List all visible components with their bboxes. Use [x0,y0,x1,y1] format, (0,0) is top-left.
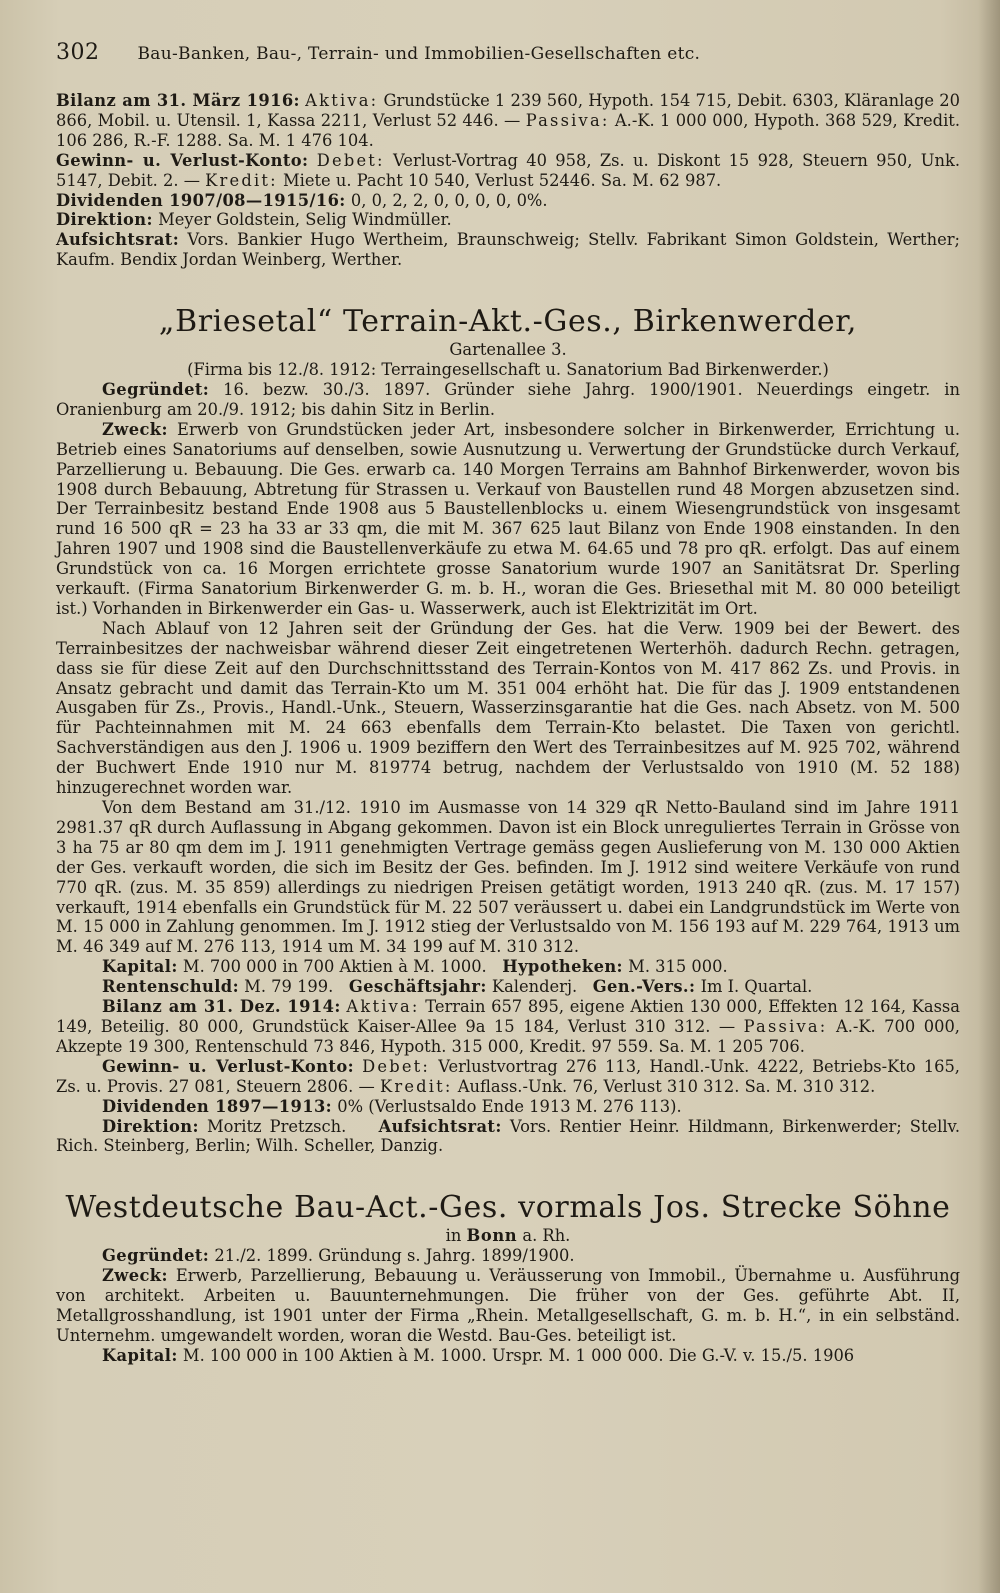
westdeutsche-kapital-label: Kapital: [102,1345,178,1365]
briesetal-zweck-text: Erwerb von Grundstücken jeder Art, insbesondere solcher in Birkenwerder, Errichtung u. Betrieb eines Sanatoriums auf denselben, sowie Ausnutzung u. Verwertung der Grundstücke durch Verkauf, Parzellierung u. Bebauung. Die Ges. erwarb ca. 140 Morgen Terrains am Bahnhof Birkenwerder, wovon bis 1908 durch Bebauung, Abtretung für Strassen u. Verkauf von Baustellen rund 48 Morgen abzusetzen sind. Der Terrainbesitz bestand Ende 1908 aus 5 Baustellenblocks u. einem Wiesengrundstück von insgesamt rund 16 500 qR = 23 ha 33 ar 33 qm, die mit M. 367 625 laut Bilanz von Ende 1908 einstanden. In den Jahren 1907 und 1908 sind die Baustellenverkäufe zu etwa M. 64.65 und 78 pro qR. erfolgt. Das auf einem Grundstück von ca. 16 Morgen errichtete grosse Sanatorium wurde 1907 an Sanitätsrat Dr. Sperling verkauft. (Firma Sanatorium Birkenwerder G. m. b. H., woran die Ges. Briesethal mit M. 80 000 beteiligt ist.) Vorhanden in Birkenwerder ein Gas- u. Wasserwerk, auch ist Elektrizität im Ort. [56,419,960,618]
westdeutsche-location [56,1226,960,1246]
prev-aufsichtsrat [56,230,960,270]
briesetal-direktion [56,1117,960,1157]
prev-div-label: Dividenden 1907/08—1915/16: [56,190,346,210]
westdeutsche-kapital [56,1346,960,1366]
company-title-westdeutsche: Westdeutsche Bau-Act.-Ges. vormals Jos. Strecke Söhne [65,1190,951,1226]
briesetal-guv [56,1057,960,1097]
briesetal-gegruendet [56,380,960,420]
briesetal-dividenden [56,1097,960,1117]
briesetal-kapital [56,957,960,977]
westdeutsche-zweck [56,1266,960,1346]
westdeutsche-location-post: a. Rh. [517,1226,571,1246]
page-number: 302 [56,40,100,65]
briesetal-address: Gartenallee 3. [449,340,567,360]
briesetal-dir-text: Moritz Pretzsch. [198,1116,347,1136]
prev-bilanz-label: Bilanz am 31. März 1916: [56,91,300,110]
briesetal-renten-label: Rentenschuld: [102,977,239,997]
prev-guv-text1: Verlust-Vortrag 40 958, Zs. u. Diskont 15 928, Steuern 950, Unk. 5147, Debit. 2. — [56,150,960,190]
briesetal-bilanz-text2: A.-K. 700 000, Akzepte 19 300, Rentenschuld 73 846, Hypoth. 315 000, Kredit. 97 559. Sa. M. 1 205 706. [56,1016,960,1056]
westdeutsche-zweck-label: Zweck: [102,1266,168,1286]
briesetal-aufsicht-label: Aufsichtsrat: [378,1116,502,1136]
briesetal-gj-text: Kalenderj. [486,977,578,997]
briesetal-bilanz [56,997,960,1057]
briesetal-aufsicht-text: Vors. Rentier Heinr. Hildmann, Birkenwerder; Stellv. Rich. Steinberg, Berlin; Wilh. Scheller, Danzig. [56,1116,960,1156]
briesetal-guv-kredit: Kredit: [379,1076,453,1096]
westdeutsche-kapital-text: M. 100 000 in 100 Aktien à M. 1000. Urspr. M. 1 000 000. Die G.-V. v. 15./5. 1906 [177,1345,855,1365]
prev-bilanz-aktiva: Aktiva: [305,91,379,110]
briesetal-bilanz-passiva: Passiva: [743,1016,828,1036]
westdeutsche-gegr-label: Gegründet: [102,1246,210,1266]
prev-bilanz-passiva: Passiva: [525,110,610,130]
prev-aufsicht-label: Aufsichtsrat: [56,230,180,250]
westdeutsche-zweck-text: Erwerb, Parzellierung, Bebauung u. Veräusserung von Immobil., Übernahme u. Ausführung von architekt. Arbeiten u. Bauunternehmungen. Die früher von der Ges. geführte Abt. II, Metallgrosshandlung, ist 1901 unter der Firma „Rhein. Metallgesellschaft, G. m. b. H.“, in ein selbständ. Unternehm. umgewandelt worden, woran die Westd. Bau-Ges. beteiligt ist. [56,1266,960,1345]
prev-dividenden [56,191,960,211]
briesetal-section [56,380,960,1156]
briesetal-rentenschuld [56,977,960,997]
briesetal-bilanz-text1: Terrain 657 895, eigene Aktien 130 000, Effekten 12 164, Kassa 149, Beteilig. 80 000, Grundstück Kaiser-Allee 9a 15 184, Verlust 310 312. — [56,997,960,1036]
westdeutsche-location-city: Bonn [466,1226,518,1246]
briesetal-para2: Von dem Bestand am 31./12. 1910 im Ausmasse von 14 329 qR Netto-Bauland sind im Jahre 1911 2981.37 qR durch Auflassung in Abgang gekommen. Davon ist ein Block unreguliertes Terrain in Grösse von 3 ha 75 ar 80 qm dem im J. 1911 genehmigten Vertrage gemäss gegen Auslieferung von M. 130 000 Aktien der Ges. verkauft worden, die sich im Besitz der Ges. befinden. Im J. 1912 sind weitere Verkäufe von rund 770 qR. (zus. M. 35 859) allerdings zu niedrigen Preisen getätigt worden, 1913 240 qR. (zus. M. 17 157) verkauft, 1914 ebenfalls ein Grundstück für M. 22 507 veräussert u. dabei ein Landgrundstück im Werte von M. 15 000 in Zahlung genommen. Im J. 1912 stieg der Verlustsaldo von M. 156 193 auf M. 229 764, 1913 um M. 46 349 auf M. 276 113, 1914 um M. 34 199 auf M. 310 312. [56,798,960,957]
briesetal-para1: Nach Ablauf von 12 Jahren seit der Gründung der Ges. hat die Verw. 1909 bei der Bewert. des Terrainbesitzes der nachweisbar während dieser Zeit eingetretenen Werterhöh. dadurch Rechn. getragen, dass sie für diese Zeit auf den Durchschnittsstand des Terrain-Kontos von M. 417 862 Zs. und Provis. in Ansatz gebracht und damit das Terrain-Kto um M. 351 004 erhöht hat. Die für das J. 1909 entstandenen Ausgaben für Zs., Provis., Handl.-Unk., Steuern, Wasserzinsgarantie hat die Ges. nach Absetz. von M. 500 für Pachteinnahmen mit M. 24 663 ebenfalls dem Terrain-Kto belastet. Die Taxen von gerichtl. Sachverständigen aus den J. 1906 u. 1909 beziffern den Wert des Terrainbesitzes auf M. 925 702, während der Buchwert Ende 1910 nur M. 819774 betrug, nachdem der Verlustsaldo von 1910 (M. 52 188) hinzugerechnet worden war. [56,618,960,798]
prev-direktion [56,210,960,230]
prev-div-text: 0, 0, 2, 2, 0, 0, 0, 0, 0%. [345,190,548,210]
prev-bilanz [56,91,960,151]
briesetal-guv-debet: Debet: [362,1056,431,1076]
prev-company-section [56,91,960,270]
briesetal-renten-text: M. 79 199. [238,977,334,997]
westdeutsche-gegr-text: 21./2. 1899. Gründung s. Jahrg. 1899/1900. [209,1246,575,1266]
prev-dir-label: Direktion: [56,210,153,230]
briesetal-gegr-label: Gegründet: [102,379,210,399]
prev-guv-debet: Debet: [316,150,385,170]
briesetal-gj-label: Geschäftsjahr: [348,977,487,997]
briesetal-gv-text: Im I. Quartal. [695,977,813,997]
briesetal-guv-text2: Auflass.-Unk. 76, Verlust 310 312. Sa. M. 310 312. [452,1076,876,1096]
briesetal-dir-label: Direktion: [102,1116,199,1136]
prev-aufsicht-text: Vors. Bankier Hugo Wertheim, Braunschweig; Stellv. Fabrikant Simon Goldstein, Werther; Kaufm. Bendix Jordan Weinberg, Werther. [56,230,960,270]
westdeutsche-location-pre: in [445,1226,467,1246]
prev-guv-kredit: Kredit: [205,170,278,190]
westdeutsche-section [56,1246,960,1365]
briesetal-zweck-label: Zweck: [102,419,168,439]
briesetal-kapital-text: M. 700 000 in 700 Aktien à M. 1000. [177,957,487,977]
briesetal-bilanz-label: Bilanz am 31. Dez. 1914: [102,997,341,1017]
briesetal-div-text: 0% (Verlustsaldo Ende 1913 M. 276 113). [332,1096,682,1116]
prev-guv-label: Gewinn- u. Verlust-Konto: [56,150,309,170]
prev-bilanz-text2: A.-K. 1 000 000, Hypoth. 368 529, Kredit. 106 286, R.-F. 1288. Sa. M. 1 476 104. [56,110,961,150]
briesetal-bilanz-aktiva: Aktiva: [346,997,420,1017]
briesetal-zweck [56,420,960,619]
prev-dir-text: Meyer Goldstein, Selig Windmüller. [152,210,452,230]
page-spine-shadow [978,0,1000,1593]
page-header [56,40,960,65]
briesetal-kapital-label: Kapital: [102,957,178,977]
briesetal-guv-label: Gewinn- u. Verlust-Konto: [102,1056,355,1076]
prev-guv-text2: Miete u. Pacht 10 540, Verlust 52446. Sa. M. 62 987. [277,170,722,190]
prev-bilanz-text1: Grundstücke 1 239 560, Hypoth. 154 715, Debit. 6303, Kläranlage 20 866, Mobil. u. Utensil. 1, Kassa 2211, Verlust 52 446. — [56,91,960,130]
briesetal-div-label: Dividenden 1897—1913: [102,1096,333,1116]
westdeutsche-gegruendet [56,1246,960,1266]
briesetal-firma: (Firma bis 12./8. 1912: Terraingesellschaft u. Sanatorium Bad Birkenwerder.) [187,360,829,380]
briesetal-hypo-label: Hypotheken: [502,957,623,977]
briesetal-gegr-text: 16. bezw. 30./3. 1897. Gründer siehe Jahrg. 1900/1901. Neuerdings eingetr. in Oranienburg am 20./9. 1912; bis dahin Sitz in Berlin. [56,379,960,419]
company-title-briesetal: „Briesetal“ Terrain-Akt.-Ges., Birkenwerder, [158,304,858,340]
briesetal-hypo-text: M. 315 000. [622,957,728,977]
briesetal-gv-label: Gen.-Vers.: [592,977,696,997]
prev-guv [56,151,960,191]
running-head: Bau-Banken, Bau-, Terrain- und Immobilien-Gesellschaften etc. [137,44,701,64]
briesetal-guv-text1: Verlustvortrag 276 113, Handl.-Unk. 4222, Betriebs-Kto 165, Zs. u. Provis. 27 081, Steuern 2806. — [56,1056,960,1096]
